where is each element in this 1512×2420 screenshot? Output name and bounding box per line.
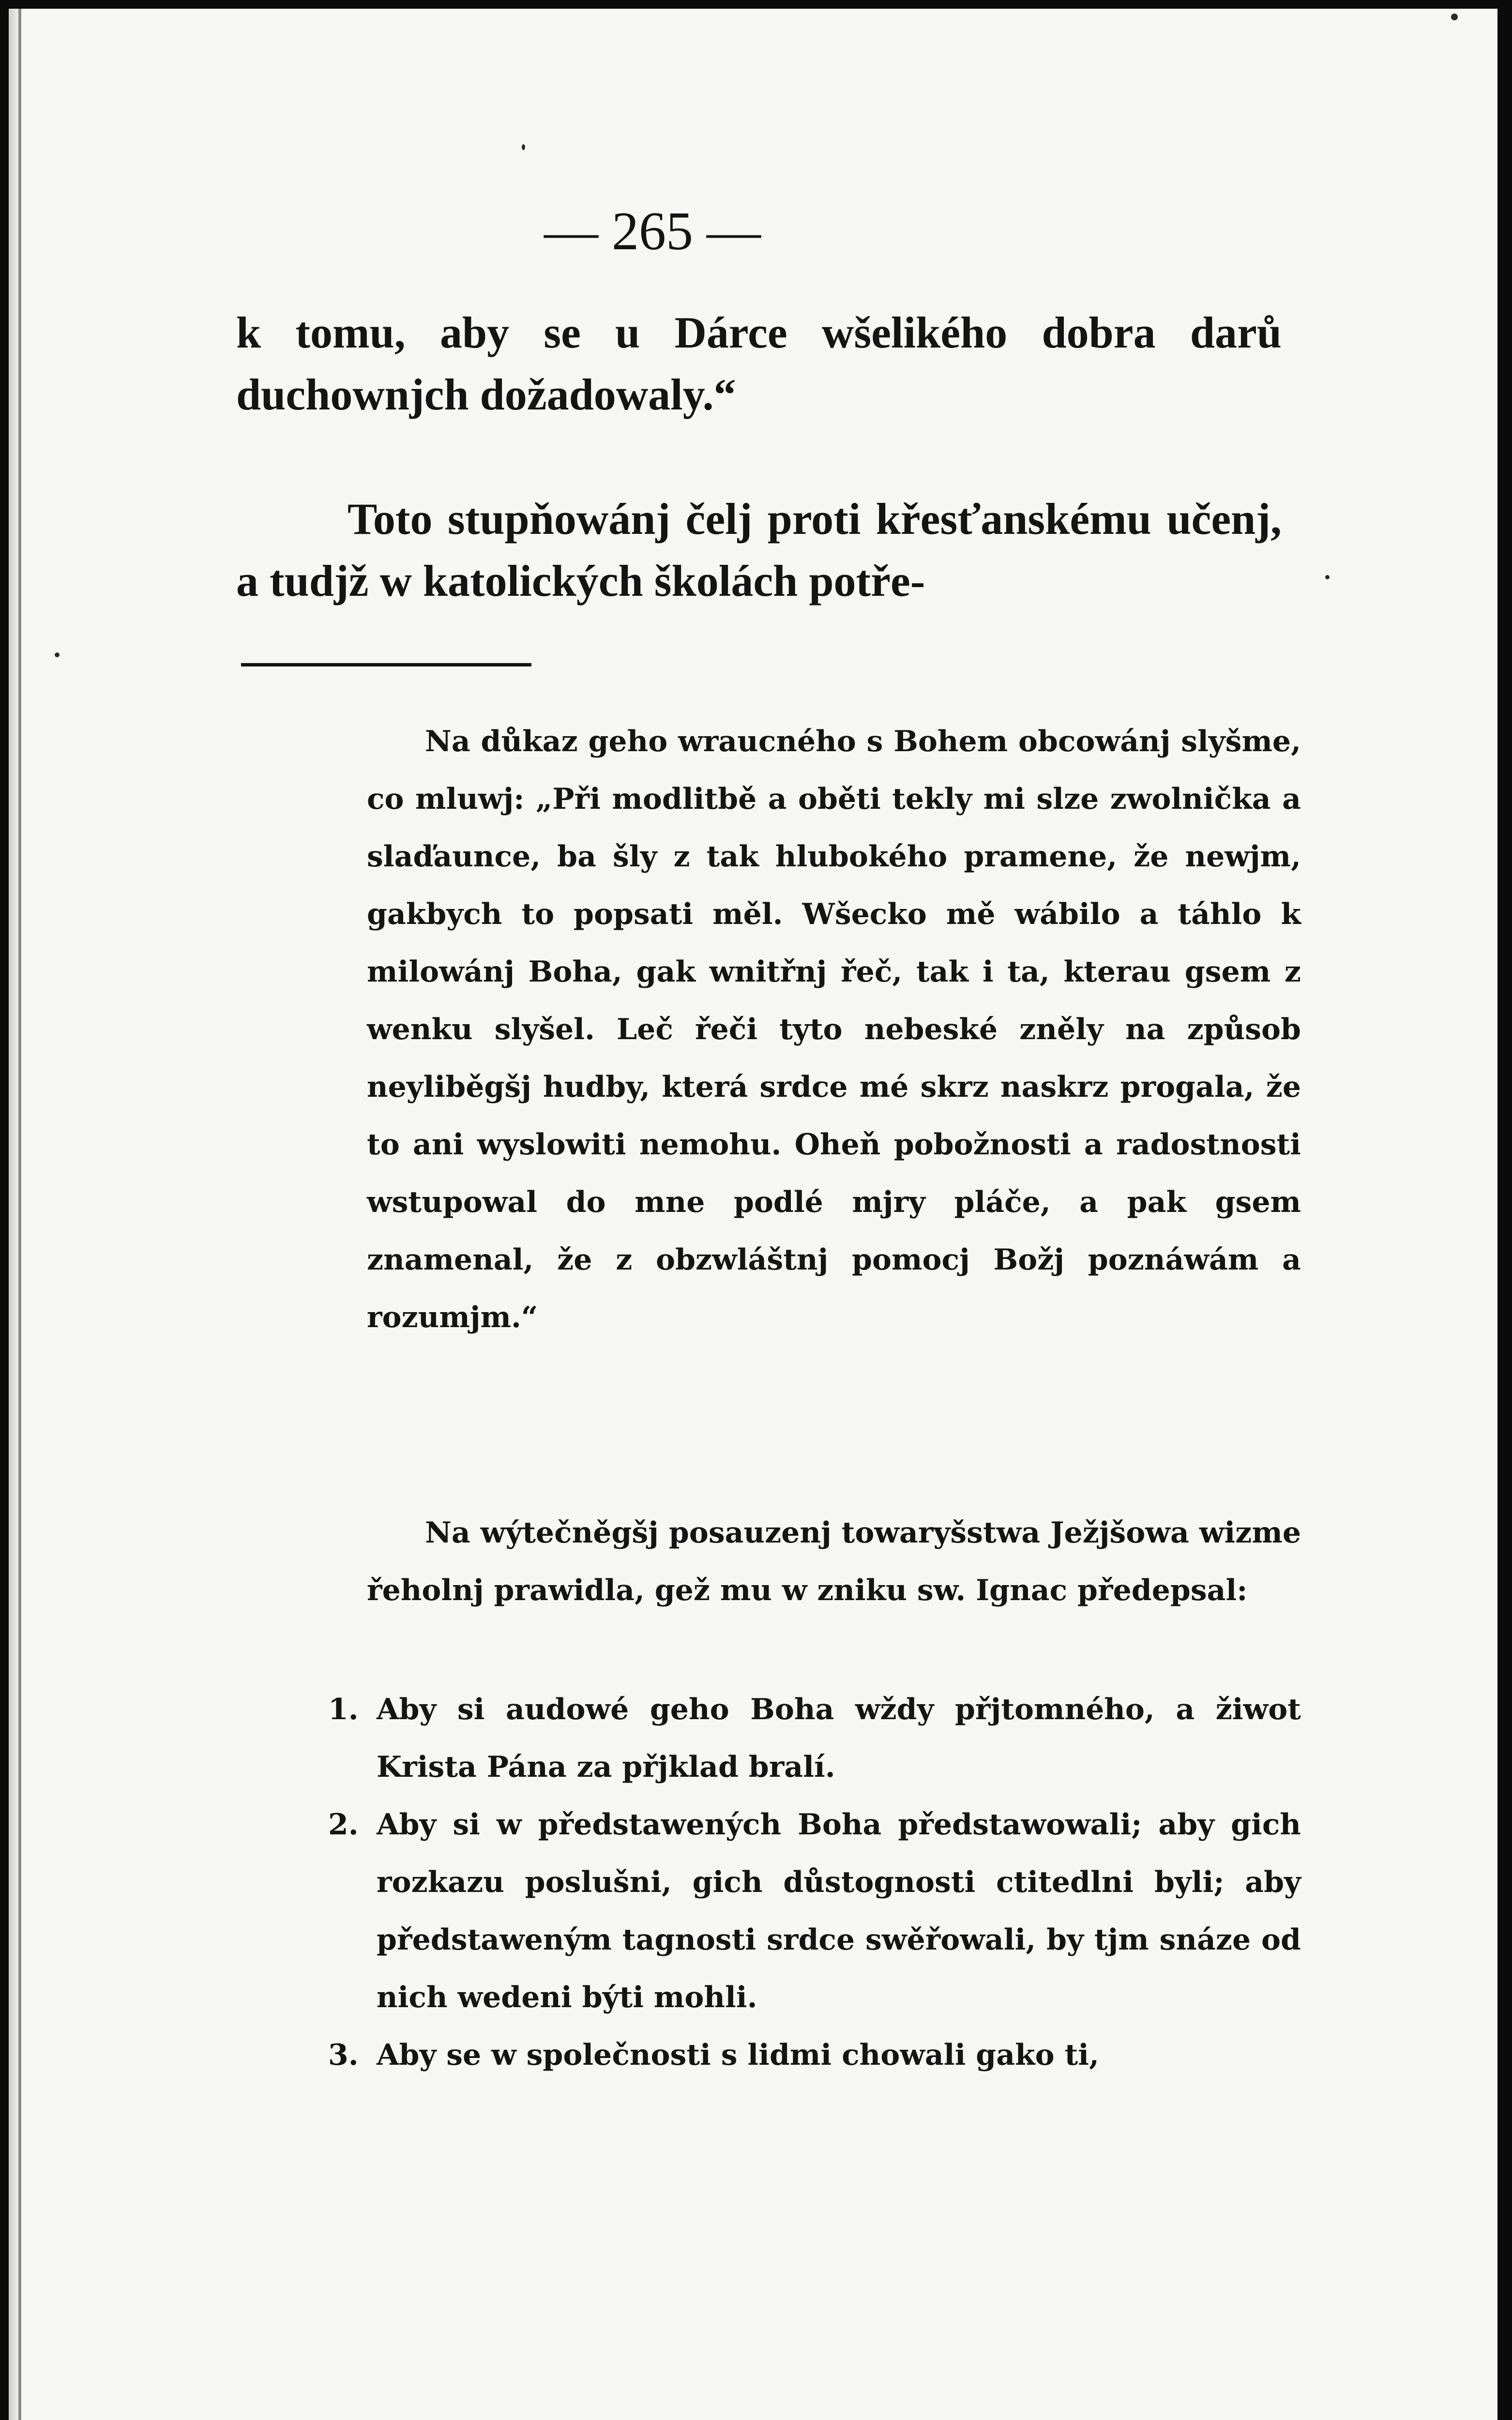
list-item-text: Aby se w společnosti s lidmi chowali gako ti, <box>377 2038 1099 2072</box>
list-item <box>328 1796 1301 2027</box>
page-edge-line <box>18 9 21 2420</box>
list-item-number: 1. <box>328 1693 359 1726</box>
scan-speck <box>1325 575 1330 579</box>
scanned-book-page <box>9 9 1497 2420</box>
paragraph-main: Toto stupňowánj čelj proti křesťanskému učenj, a tudjž w katolických školách potře- <box>236 494 1282 605</box>
list-item-number: 3. <box>328 2038 359 2072</box>
scan-speck <box>522 144 525 150</box>
paragraph-continuation: k tomu, aby se u Dárce wšelikého dobra darů duchownjch dožadowaly.“ <box>236 308 1282 419</box>
scan-speck <box>55 652 60 657</box>
list-item-text: Aby si w předstawených Boha předstawowali; aby gich rozkazu poslušni, gich důstognosti ctitedlni byli; aby předstaweným tagnosti srdce swěřowali, by tjm snáze od nich wedeni býti mohli. <box>377 1808 1301 2014</box>
footnote-rules-intro: Na wýtečněgšj posauzenj towaryšstwa Ježjšowa wizme řeholnj prawidla, gež mu w zniku sw. Ignac předepsal: <box>367 1516 1301 1607</box>
list-item <box>328 1681 1301 1796</box>
list-item <box>328 2027 1301 2084</box>
list-item-number: 2. <box>328 1808 359 1842</box>
scan-speck <box>1451 14 1458 20</box>
footnote-prayer: Na důkaz geho wraucného s Bohem obcowánj slyšme, co mluwj: „Při modlitbě a oběti tekly mi slze zwolnička a slaďaunce, ba šly z tak hlubokého pramene, že newjm, gakbych to popsati měl. Wšecko mě wábilo a táhlo k milowánj Boha, gak wnitřnj řeč, tak i ta, kterau gsem z wenku slyšel. Leč řeči tyto nebeské zněly na způsob neyliběgšj hudby, která srdce mé skrz naskrz progala, že to ani wyslowiti nemohu. Oheň pobožnosti a radostnosti wstupowal do mne podlé mjry pláče, a pak gsem znamenal, že z obzwláštnj pomocj Božj poznáwám a rozumjm.“ <box>367 725 1301 1334</box>
rules-list <box>328 1681 1301 2084</box>
page-number: — 265 — <box>544 201 761 261</box>
footnote-separator <box>241 663 531 666</box>
list-item-text: Aby si audowé geho Boha wždy přjtomného, a žiwot Krista Pána za přjklad bralí. <box>377 1693 1301 1784</box>
